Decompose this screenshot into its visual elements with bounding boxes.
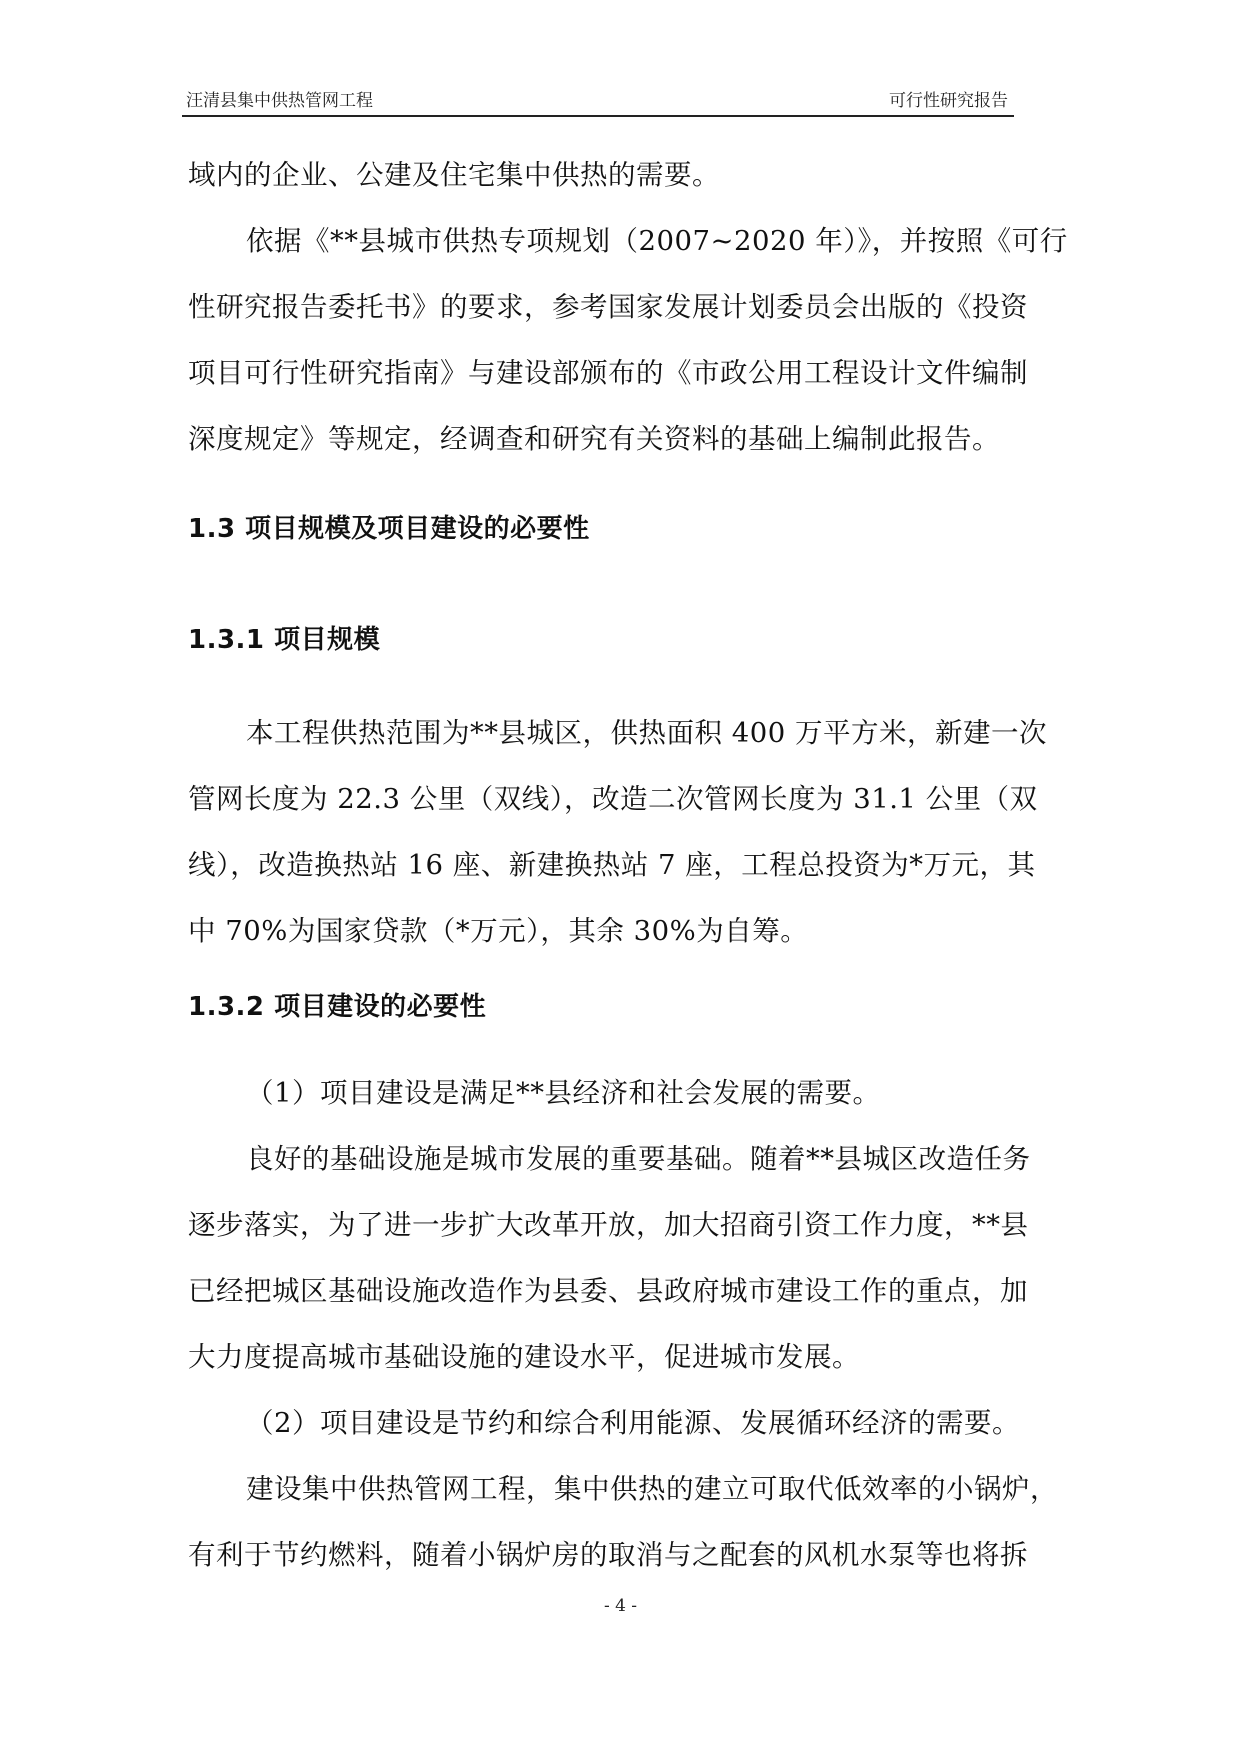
section-heading-1-3-2: 1.3.2 项目建设的必要性 <box>188 992 487 1022</box>
paragraph-continuation <box>188 142 1058 208</box>
paragraph-item-2 <box>188 1390 1058 1456</box>
text-line: 域内的企业、公建及住宅集中供热的需要。 <box>188 159 720 191</box>
paragraph-infrastructure <box>188 1126 1058 1390</box>
paragraph-item-1 <box>188 1060 1058 1126</box>
section-heading-1-3: 1.3 项目规模及项目建设的必要性 <box>188 514 590 544</box>
text-line: 建设集中供热管网工程，集中供热的建立可取代低效率的小锅炉， <box>246 1473 1058 1505</box>
section-heading-1-3-1: 1.3.1 项目规模 <box>188 625 381 655</box>
text-line: 本工程供热范围为**县城区，供热面积 400 万平方米，新建一次 <box>246 717 1047 749</box>
text-line: 良好的基础设施是城市发展的重要基础。随着**县城区改造任务 <box>246 1143 1031 1175</box>
header-project-title: 汪清县集中供热管网工程 <box>186 91 373 111</box>
page-number: - 4 - <box>603 1596 638 1616</box>
text-line: 管网长度为 22.3 公里（双线），改造二次管网长度为 31.1 公里（双 <box>188 783 1038 815</box>
page-header <box>186 88 1008 114</box>
text-line: 已经把城区基础设施改造作为县委、县政府城市建设工作的重点，加 <box>188 1275 1028 1307</box>
paragraph-project-scale <box>188 700 1058 964</box>
text-line: 逐步落实，为了进一步扩大改革开放，加大招商引资工作力度，**县 <box>188 1209 1029 1241</box>
text-line: 依据《**县城市供热专项规划（2007~2020 年）》，并按照《可行 <box>246 225 1068 257</box>
header-divider <box>182 115 1014 117</box>
text-line: （2）项目建设是节约和综合利用能源、发展循环经济的需要。 <box>246 1407 1020 1439</box>
text-line: 中 70%为国家贷款（*万元），其余 30%为自筹。 <box>188 915 809 947</box>
text-line: （1）项目建设是满足**县经济和社会发展的需要。 <box>246 1077 881 1109</box>
text-line: 深度规定》等规定，经调查和研究有关资料的基础上编制此报告。 <box>188 423 1000 455</box>
text-line: 性研究报告委托书》的要求，参考国家发展计划委员会出版的《投资 <box>188 291 1028 323</box>
text-line: 项目可行性研究指南》与建设部颁布的《市政公用工程设计文件编制 <box>188 357 1028 389</box>
paragraph-energy <box>188 1456 1058 1588</box>
paragraph-basis <box>188 208 1068 472</box>
header-document-type: 可行性研究报告 <box>889 91 1008 111</box>
text-line: 有利于节约燃料，随着小锅炉房的取消与之配套的风机水泵等也将拆 <box>188 1539 1028 1571</box>
text-line: 大力度提高城市基础设施的建设水平，促进城市发展。 <box>188 1341 860 1373</box>
text-line: 线），改造换热站 16 座、新建换热站 7 座，工程总投资为*万元，其 <box>188 849 1036 881</box>
